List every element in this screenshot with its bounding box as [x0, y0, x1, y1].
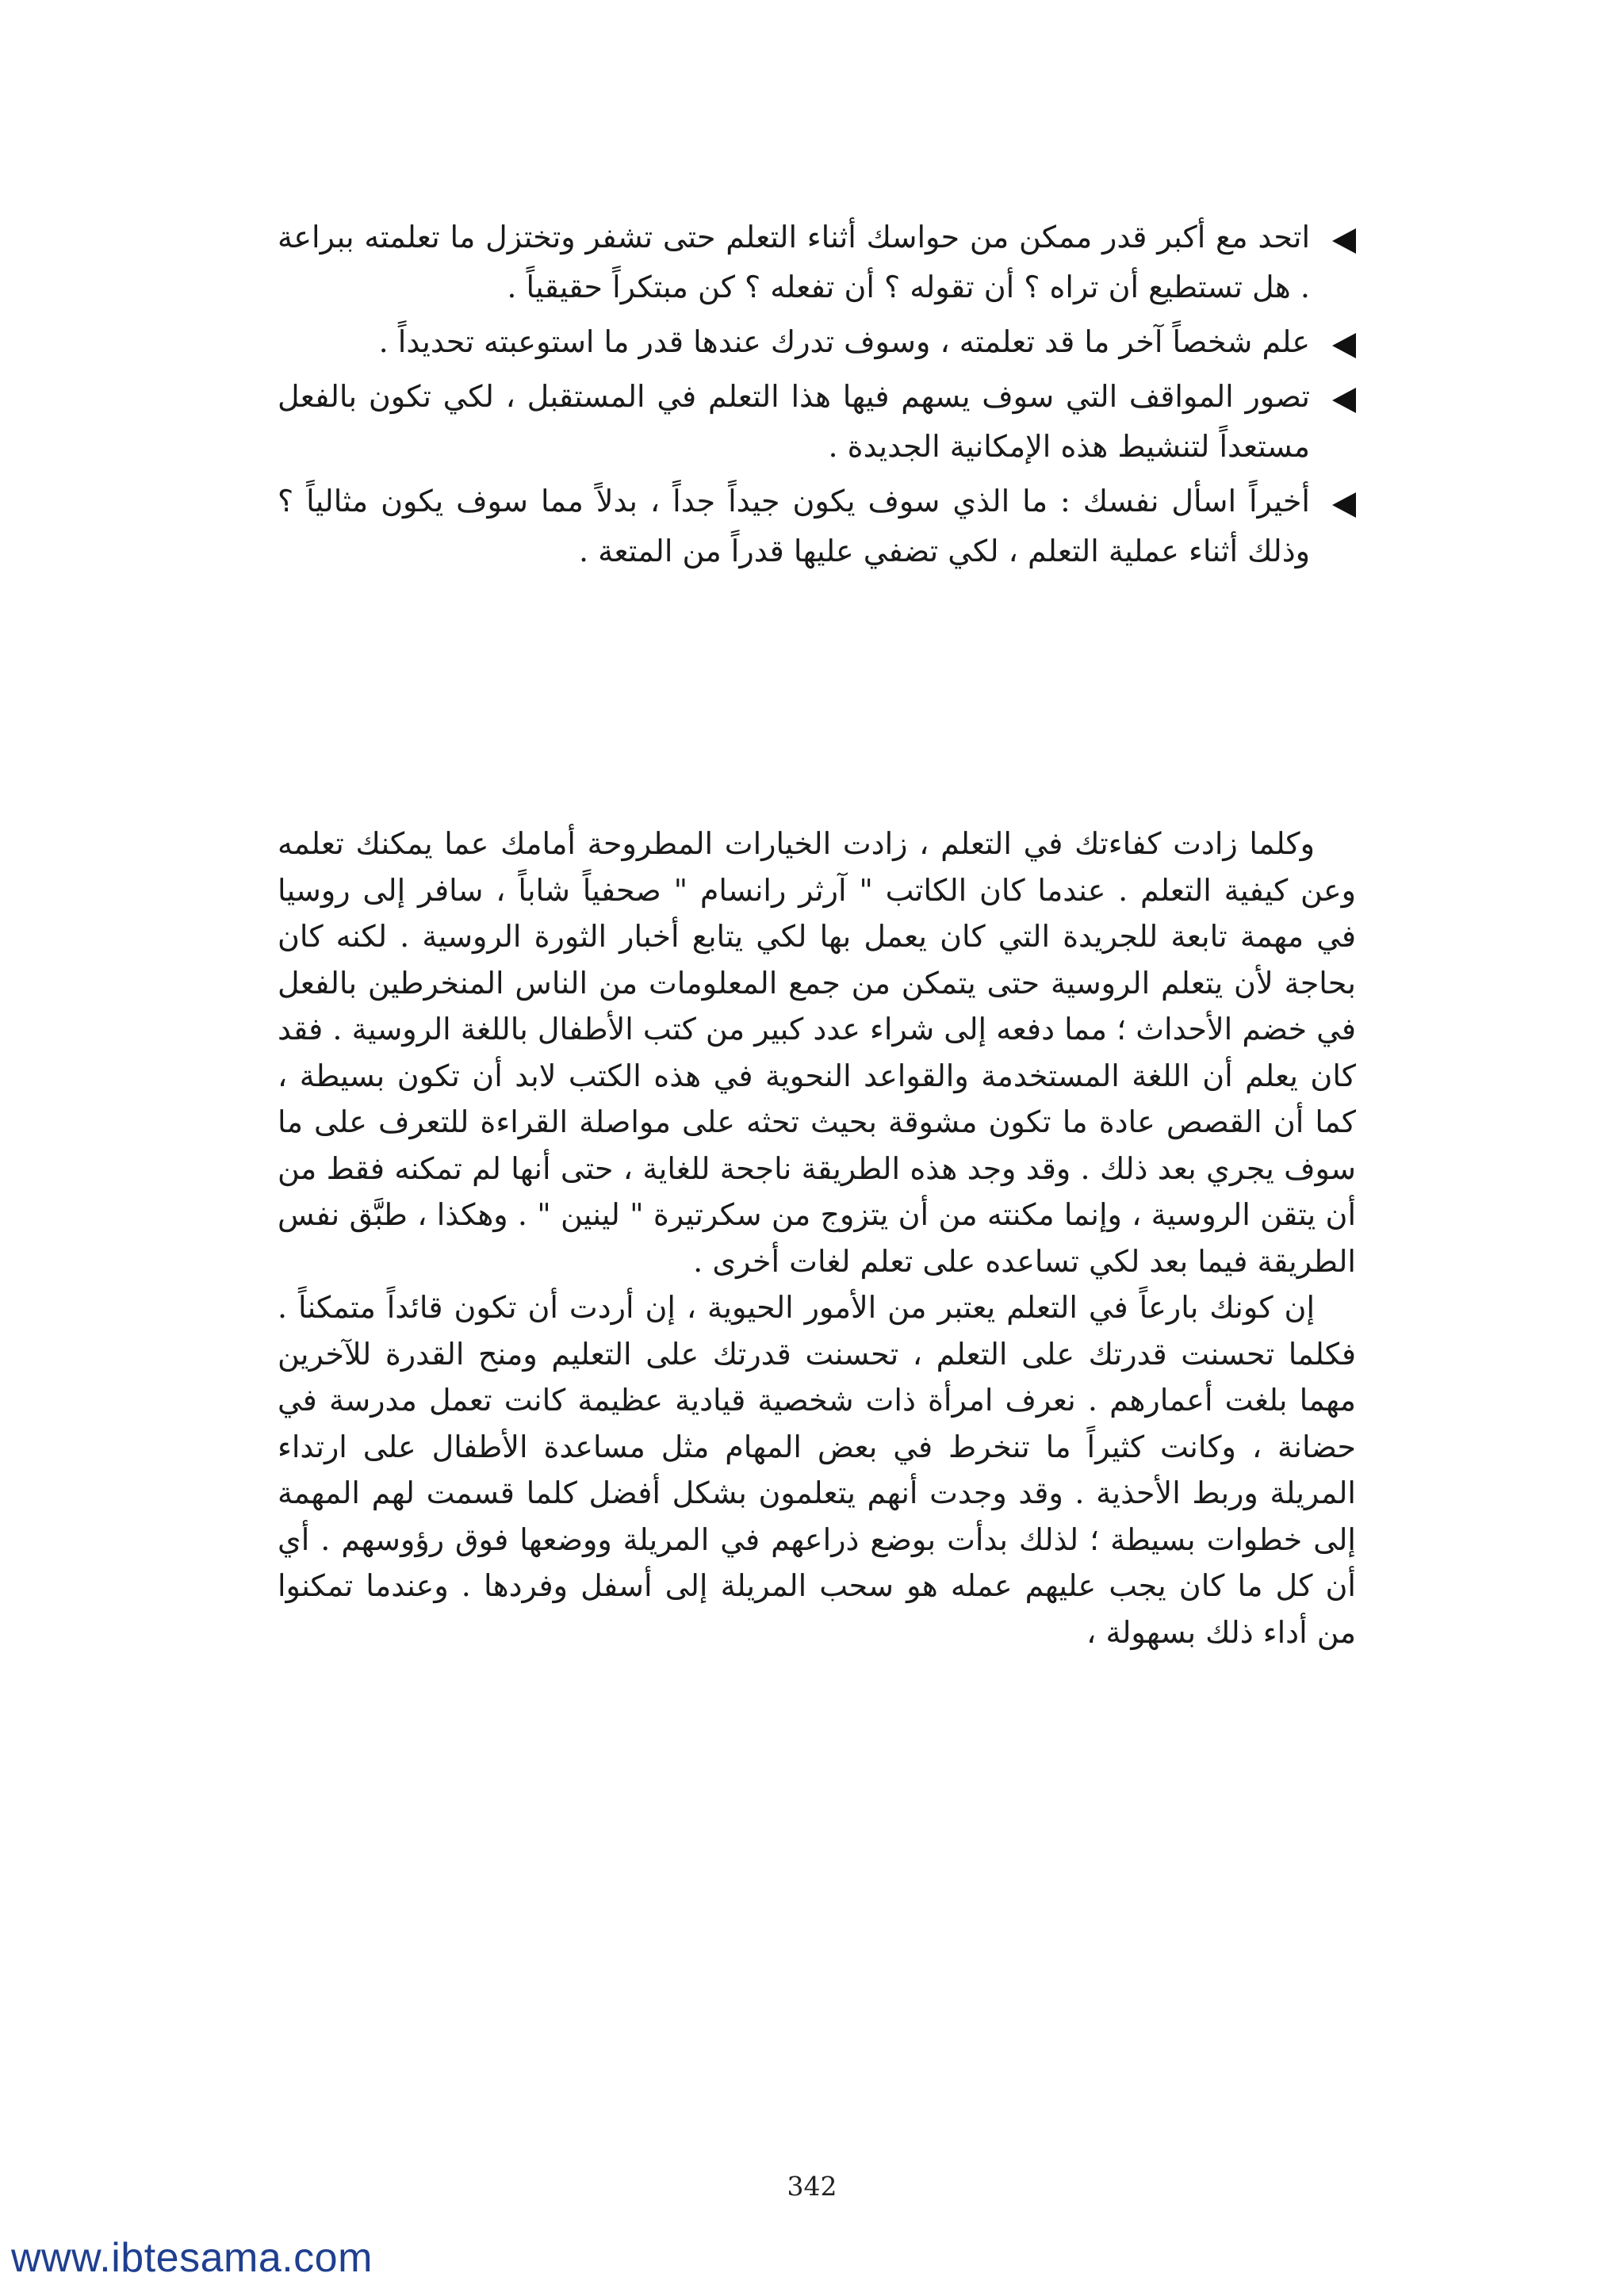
bullet-list	[278, 212, 1356, 581]
triangle-bullet-icon	[1332, 492, 1356, 518]
bullet-item	[278, 212, 1356, 312]
watermark-url: www.ibtesama.com	[11, 2235, 373, 2281]
body-text	[278, 821, 1356, 1655]
bullet-text: أخيراً اسأل نفسك : ما الذي سوف يكون جيداً جداً ، بدلاً مما سوف يكون مثالياً ؟ وذلك أثناء عملية التعلم ، لكي تضفي عليها قدراً من المتعة .	[278, 484, 1310, 568]
triangle-bullet-icon	[1332, 388, 1356, 413]
bullet-item	[278, 476, 1356, 576]
page-number: 342	[787, 2171, 837, 2202]
triangle-bullet-icon	[1332, 228, 1356, 254]
bullet-item	[278, 372, 1356, 472]
paragraph: وكلما زادت كفاءتك في التعلم ، زادت الخيارات المطروحة أمامك عما يمكنك تعلمه وعن كيفية التعلم . عندما كان الكاتب " آرثر رانسام " صحفياً شاباً ، سافر إلى روسيا في مهمة تابعة للجريدة التي كان يعمل بها لكي يتابع أخبار الثورة الروسية . لكنه كان بحاجة لأن يتعلم الروسية حتى يتمكن من جمع المعلومات من الناس المنخرطين بالفعل في خضم الأحداث ؛ مما دفعه إلى شراء عدد كبير من كتب الأطفال باللغة الروسية . فقد كان يعلم أن اللغة المستخدمة والقواعد النحوية في هذه الكتب لابد أن تكون بسيطة ، كما أن القصص عادة ما تكون مشوقة بحيث تحثه على مواصلة القراءة للتعرف على ما سوف يجري بعد ذلك . وقد وجد هذه الطريقة ناجحة للغاية ، حتى أنها لم تمكنه فقط من أن يتقن الروسية ، وإنما مكنته من أن يتزوج من سكرتيرة " لينين " . وهكذا ، طبَّق نفس الطريقة فيما بعد لكي تساعده على تعلم لغات أخرى .	[278, 826, 1357, 1279]
triangle-bullet-icon	[1332, 333, 1356, 358]
bullet-text: تصور المواقف التي سوف يسهم فيها هذا التعلم في المستقبل ، لكي تكون بالفعل مستعداً لتنشيط هذه الإمكانية الجديدة .	[278, 379, 1310, 464]
paragraph: إن كونك بارعاً في التعلم يعتبر من الأمور الحيوية ، إن أردت أن تكون قائداً متمكناً . فكلما تحسنت قدرتك على التعلم ، تحسنت قدرتك على التعليم ومنح القدرة للآخرين مهما بلغت أعمارهم . نعرف امرأة ذات شخصية قيادية عظيمة كانت تعمل مدرسة في حضانة ، وكانت كثيراً ما تنخرط في بعض المهام مثل مساعدة الأطفال على ارتداء المريلة وربط الأحذية . وقد وجدت أنهم يتعلمون بشكل أفضل كلما قسمت لهم المهمة إلى خطوات بسيطة ؛ لذلك بدأت بوضع ذراعهم في المريلة ووضعها فوق رؤوسهم . أي أن كل ما كان يجب عليهم عمله هو سحب المريلة إلى أسفل وفردها . وعندما تمكنوا من أداء ذلك بسهولة ،	[278, 1290, 1356, 1650]
bullet-text: اتحد مع أكبر قدر ممكن من حواسك أثناء التعلم حتى تشفر وتختزل ما تعلمته ببراعة . هل تستطيع أن تراه ؟ أن تقوله ؟ أن تفعله ؟ كن مبتكراً حقيقياً .	[278, 220, 1310, 304]
bullet-item	[278, 317, 1356, 367]
bullet-text: علم شخصاً آخر ما قد تعلمته ، وسوف تدرك عندها قدر ما استوعبته تحديداً .	[378, 324, 1310, 359]
